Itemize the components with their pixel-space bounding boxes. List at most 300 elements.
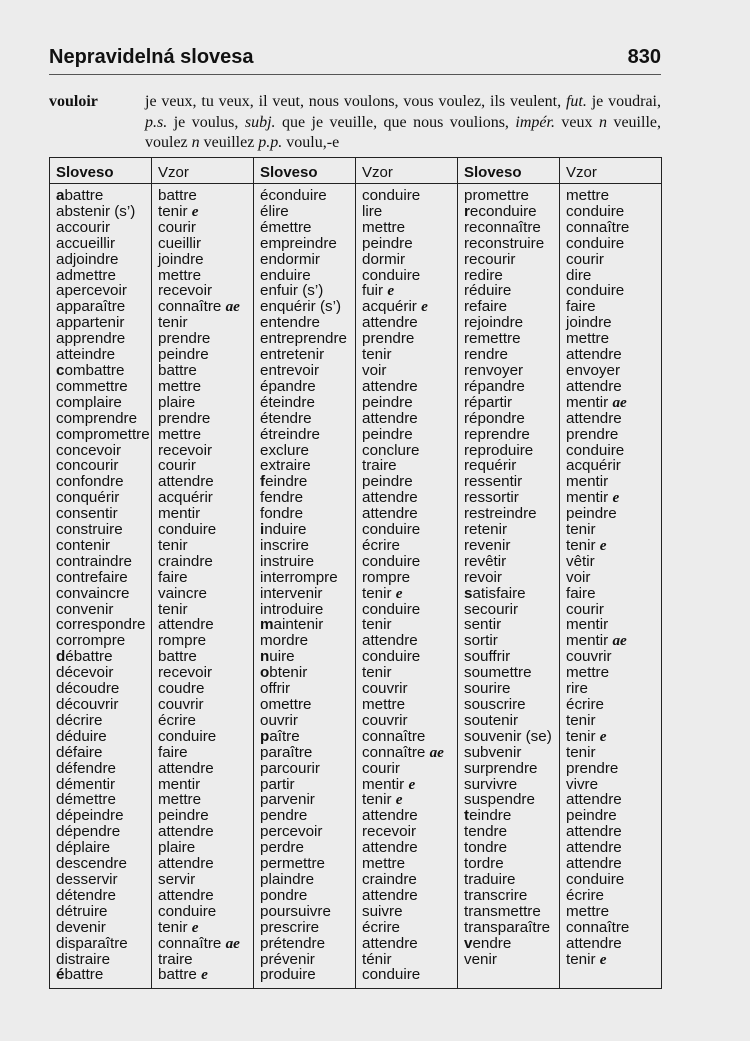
verb-cell: permettre [260,855,325,873]
model-verb: écrire [158,711,196,729]
model-cell [362,283,457,299]
grammar-abbreviation: p.s. [145,113,168,131]
model-cell [362,904,457,920]
model-cell [158,967,253,983]
verb-cell: transcrire [464,886,528,904]
verb-cell: omettre [260,696,312,713]
model-verb: faire [158,568,188,586]
model-suffix: ae [612,393,627,411]
model-cell [566,633,661,649]
model-verb: faire [158,743,188,761]
model-verb: courir [566,600,604,618]
model-cell [158,936,253,952]
model-cell [158,331,253,347]
verb-cell: pondre [260,886,308,904]
model-cell [566,443,661,459]
model-suffix: e [599,536,607,554]
verb-cell: enduire [260,266,311,284]
verb-cell: commettre [56,377,128,395]
model-cell [566,490,661,506]
model-verb: courir [158,218,196,236]
conjugation-text: veuillez [199,134,259,151]
model-verb: plaire [158,393,196,411]
conjugation-text: que je veuille, que nous voulions, [275,113,516,131]
model-cell [566,331,661,347]
model-verb: connaître [158,298,222,316]
model-verb: mentir [566,393,609,411]
model-cell [566,681,661,697]
verb-cell: souvenir (se) [464,727,552,745]
model-cell [362,617,457,633]
column-header-model: Vzor [152,158,254,184]
model-verb: couvrir [362,711,408,729]
model-verb: connaître [566,218,630,236]
model-verb: courir [362,759,400,777]
model-verb: attendre [362,377,418,395]
verb-cell: émettre [260,218,312,236]
verb-cell: revêtir [464,552,507,570]
verb-cell: redire [464,266,503,284]
model-cell [158,220,253,236]
model-verb: courir [566,250,604,268]
model-verb: mettre [362,855,406,873]
model-verb: mettre [566,330,610,348]
verb-cell: entrevoir [260,361,320,379]
verb-cell: entreprendre [260,330,347,348]
verb-cell: perdre [260,839,304,857]
grammar-abbreviation: fut. [565,93,587,110]
model-verb: attendre [362,409,418,427]
model-cell [362,458,457,474]
verb-cell: prescrire [260,918,320,936]
verb-cell: recourir [464,250,516,268]
model-cell [362,570,457,586]
model-verb: tenir [566,521,596,539]
verb-cell: soutenir [464,711,519,729]
model-cell [566,395,661,411]
model-cell [362,522,457,538]
model-cell [566,617,661,633]
model-verb: mentir [362,775,405,793]
model-verb: tenir [566,743,596,761]
model-cell [566,411,661,427]
verb-cell: adjoindre [56,250,119,268]
verb-cell: mordre [260,632,309,650]
model-cell [566,888,661,904]
model-verb: conduire [362,521,421,539]
model-verb: mettre [362,696,406,713]
model-verb: attendre [566,377,622,395]
model-verb: attendre [362,505,418,523]
verb-cell: tondre [464,839,508,857]
model-cell [362,331,457,347]
entry-conjugation [145,92,661,154]
model-cell [362,840,457,856]
verb-cell: compromettre [56,425,150,443]
verb-cell: souscrire [464,696,526,713]
verb-cell: reconstruire [464,234,545,252]
verb-cell: combattre [56,361,125,379]
verb-cell: répartir [464,393,513,411]
verb-cell: revenir [464,536,511,554]
model-cell [158,522,253,538]
model-verb: acquérir [566,457,621,475]
verb-cell: admettre [56,266,116,284]
model-verb: conduire [158,521,217,539]
model-cell [362,681,457,697]
model-verb: conduire [362,187,421,204]
model-cell [566,252,661,268]
model-cell [362,792,457,808]
model-verb: acquérir [362,298,417,316]
grammar-abbreviation: n [598,113,607,131]
model-verb: mettre [158,425,202,443]
verb-cell: contraindre [56,552,132,570]
model-verb: attendre [566,409,622,427]
verb-cell: épandre [260,377,316,395]
model-cell [362,888,457,904]
verb-cell: teindre [464,807,512,825]
model-cell [158,713,253,729]
model-verb: suivre [362,902,403,920]
model-cell [362,967,457,983]
model-cell [362,204,457,220]
model-cell [362,315,457,331]
model-verb: tenir [362,584,392,602]
model-cell [362,665,457,681]
model-verb: dire [566,266,592,284]
verb-cell: obtenir [260,664,308,682]
model-cell [566,824,661,840]
verb-cell: percevoir [260,823,323,841]
model-verb: voir [566,568,591,586]
verb-cell: reconduire [464,202,537,220]
model-verb: dormir [362,250,406,268]
model-verb: conduire [566,202,625,220]
model-cell [362,697,457,713]
model-suffix: e [191,918,199,936]
model-suffix: e [201,966,208,984]
model-verb: conduire [158,902,217,920]
verb-cell: accourir [56,218,111,236]
model-verb: mettre [158,266,202,284]
model-verb: attendre [158,823,214,841]
model-cell [158,888,253,904]
verb-cell: disparaître [56,934,128,952]
verb-cell: concevoir [56,441,121,459]
model-cell [158,649,253,665]
model-verb: conduire [362,600,421,618]
verb-cell: instruire [260,552,315,570]
verb-cell: descendre [56,855,127,873]
verb-cell: feindre [260,473,308,491]
model-cell [158,427,253,443]
model-verb: rompre [362,568,411,586]
model-verb: conduire [566,234,625,252]
model-cell [158,506,253,522]
verb-cell: entendre [260,314,320,332]
model-cell [566,649,661,665]
grammar-abbreviation: p.p. [258,134,283,151]
model-cell [158,745,253,761]
verb-cell: ressentir [464,473,523,491]
model-verb: attendre [566,855,622,873]
model-cell [362,649,457,665]
model-verb: écrire [362,918,400,936]
verb-cell: démettre [56,791,116,809]
model-cell [158,283,253,299]
model-cell [566,904,661,920]
verb-cell: offrir [260,680,291,698]
model-column [356,184,458,989]
model-cell [158,729,253,745]
model-cell [158,856,253,872]
model-cell [158,395,253,411]
verb-cell: convenir [56,600,114,618]
verb-cell: ressortir [464,489,519,507]
column-header-model: Vzor [560,158,662,184]
model-cell [566,220,661,236]
model-verb: peindre [362,473,413,491]
entry-headword: vouloir [49,93,98,110]
model-cell [566,729,661,745]
verb-cell: secourir [464,600,519,618]
model-verb: voir [362,361,387,379]
model-cell [362,729,457,745]
verb-cell: réduire [464,282,512,300]
model-verb: battre [158,648,197,666]
model-verb: craindre [362,870,417,888]
model-cell [566,236,661,252]
verb-cell: exclure [260,441,309,459]
model-cell [158,617,253,633]
model-cell [566,872,661,888]
model-cell [566,315,661,331]
model-verb: connaître [158,934,222,952]
verb-cell: remettre [464,330,521,348]
model-verb: tenir [158,600,188,618]
verb-cell: prévenir [260,950,315,968]
model-verb: plaire [158,839,196,857]
model-cell [566,808,661,824]
model-cell [362,936,457,952]
model-cell [566,856,661,872]
verb-cell: ouvrir [260,711,298,729]
model-cell [566,840,661,856]
model-verb: couvrir [158,696,204,713]
verb-cell: sourire [464,680,511,698]
verb-cell: rendre [464,346,508,364]
model-verb: mettre [362,218,406,236]
model-verb: peindre [158,346,209,364]
model-cell [566,665,661,681]
model-verb: mentir [566,616,609,634]
model-cell [566,554,661,570]
model-verb: connaître [362,743,426,761]
verb-cell: démentir [56,775,116,793]
model-cell [362,379,457,395]
model-cell [158,777,253,793]
verb-cell: atteindre [56,346,116,364]
verb-cell: requérir [464,457,517,475]
model-cell [566,204,661,220]
verb-cell: sortir [464,632,498,650]
verb-cell: correspondre [56,616,146,634]
model-column [560,184,662,989]
verb-cell: promettre [464,187,529,204]
model-verb: mentir [158,505,201,523]
verb-column [50,184,152,989]
model-verb: peindre [566,807,617,825]
model-verb: vêtir [566,552,595,570]
model-cell [158,347,253,363]
page-header [49,46,661,75]
model-suffix: e [612,489,620,507]
model-verb: lire [362,202,383,220]
verb-cell: comprendre [56,409,138,427]
model-cell [566,697,661,713]
model-verb: connaître [566,918,630,936]
verb-cell: retenir [464,521,508,539]
model-cell [362,761,457,777]
model-cell [362,443,457,459]
model-suffix: ae [225,298,240,316]
model-verb: tenir [362,791,392,809]
model-verb: battre [158,187,197,204]
model-verb: attendre [158,616,214,634]
model-cell [158,299,253,315]
verb-cell: souffrir [464,648,511,666]
model-verb: cueillir [158,234,202,252]
model-verb: fuir [362,282,384,300]
model-cell [158,188,253,204]
verb-cell: dépeindre [56,807,124,825]
model-suffix: e [421,298,428,316]
model-cell [362,554,457,570]
model-verb: tenir [158,536,188,554]
conjugation-text: voulu,-e [282,134,340,151]
page-title: Nepravidelná slovesa [49,46,254,68]
model-suffix: e [395,584,403,602]
model-verb: peindre [362,425,413,443]
verb-cell: répandre [464,377,525,395]
verb-cell: apercevoir [56,282,127,300]
model-cell [362,268,457,284]
model-cell [158,363,253,379]
model-cell [158,872,253,888]
verb-cell: décrire [56,711,103,729]
model-cell [566,474,661,490]
verb-cell: appartenir [56,314,125,332]
model-verb: attendre [566,934,622,952]
model-cell [362,633,457,649]
verb-cell: concourir [56,457,119,475]
model-verb: coudre [158,680,205,698]
model-verb: peindre [362,393,413,411]
verb-cell: interrompre [260,568,338,586]
model-verb: mettre [566,902,610,920]
conjugation-text: veuille, voulez [145,113,661,151]
model-cell [158,490,253,506]
model-cell [362,299,457,315]
model-cell [362,188,457,204]
verb-cell: transmettre [464,902,541,920]
verb-cell: déduire [56,727,107,745]
verb-cell: ébattre [56,966,104,984]
model-cell [158,840,253,856]
verb-cell: consentir [56,505,118,523]
model-verb: attendre [362,314,418,332]
verb-cell: contenir [56,536,111,554]
model-cell [158,824,253,840]
model-cell [566,427,661,443]
verb-column [458,184,560,989]
verb-cell: découvrir [56,696,119,713]
model-verb: attendre [566,791,622,809]
model-cell [566,522,661,538]
model-suffix: ae [612,632,627,650]
model-cell [362,252,457,268]
verb-cell: produire [260,966,316,984]
verb-cell: enquérir (s’) [260,298,342,316]
verb-cell: induire [260,521,307,539]
table-body-row [50,184,662,989]
verb-cell: maintenir [260,616,324,634]
verb-cell: confondre [56,473,124,491]
model-cell [362,363,457,379]
model-verb: joindre [158,250,204,268]
model-cell [566,506,661,522]
model-cell [566,299,661,315]
verb-cell: convaincre [56,584,130,602]
model-verb: mettre [566,187,610,204]
model-verb: écrire [566,886,604,904]
verb-cell: distraire [56,950,111,968]
verb-cell: apparaître [56,298,126,316]
model-cell [362,602,457,618]
verb-cell: introduire [260,600,324,618]
model-cell [566,792,661,808]
verb-cell: rejoindre [464,314,524,332]
model-cell [158,792,253,808]
verb-cell: surprendre [464,759,538,777]
verb-cell: restreindre [464,505,537,523]
model-cell [362,713,457,729]
verb-cell: enfuir (s’) [260,282,324,300]
model-suffix: e [387,282,395,300]
model-verb: rire [566,680,588,698]
model-verb: mentir [566,632,609,650]
verb-cell: plaindre [260,870,315,888]
verb-cell: poursuivre [260,902,331,920]
model-verb: recevoir [158,664,213,682]
verb-cell: abattre [56,187,104,204]
model-verb: traire [158,950,193,968]
verb-cell: desservir [56,870,118,888]
model-verb: conduire [566,441,625,459]
model-cell [362,824,457,840]
verb-cell: paître [260,727,300,745]
model-verb: attendre [158,473,214,491]
verb-cell: fondre [260,505,304,523]
verb-cell: traduire [464,870,516,888]
model-verb: traire [362,457,397,475]
verb-cell: complaire [56,393,122,411]
grammar-abbreviation: impér. [515,113,555,131]
model-cell [362,952,457,968]
model-cell [158,920,253,936]
model-cell [566,458,661,474]
